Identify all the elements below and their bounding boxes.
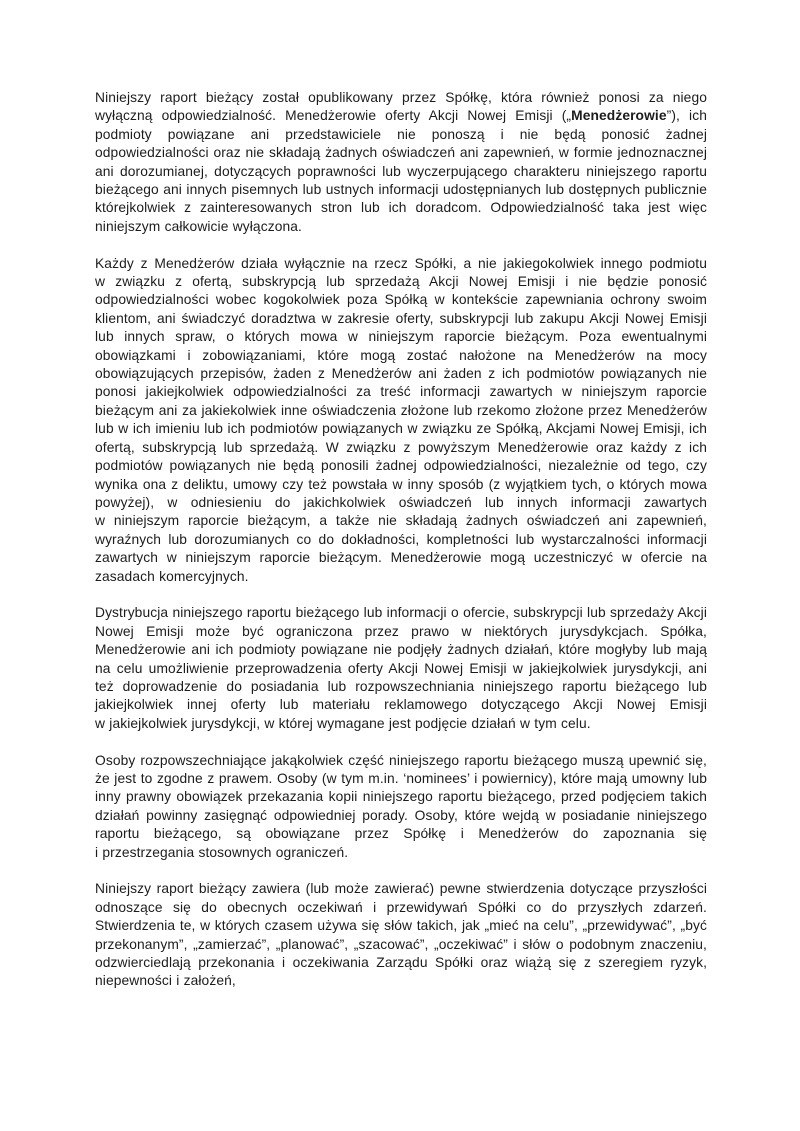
paragraph-persons-distributing: Osoby rozpowszechniające jakąkolwiek część niniejszego raportu bieżącego muszą upewnić się, że jest to zgodne z prawem. Osoby (w tym m.in. ‘nominees’ i powiernicy), które mają umowny lub inny prawny obowiązek przekazania kopii niniejszego raportu bieżącego, przed podjęciem takich działań powinny zasięgnąć odpowiedniej porady. Osoby, które wejdą w posiadanie niniejszego raportu bieżącego, są obowiązane przez Spółkę i Menedżerów do zapoznania się i przestrzegania stosownych ograniczeń.: [95, 752, 707, 860]
defined-term-menedzerowie: Menedżerowie: [571, 108, 667, 124]
paragraph-distribution-restrictions: Dystrybucja niniejszego raportu bieżącego lub informacji o ofercie, subskrypcji lub sprzedaży Akcji Nowej Emisji może być ograniczona przez prawo w niektórych jurysdykcjach. Spółka, Menedżerowie ani ich podmioty powiązane nie podjęły żadnych działań, które mogłyby lub mają na celu umożliwienie przeprowadzenia oferty Akcji Nowej Emisji w jakiejkolwiek jurysdykcji, ani też doprowadzenie do posiadania lub rozpowszechniania niniejszego raportu bieżącego lub jakiejkolwiek innej oferty lub materiału reklamowego dotyczącego Akcji Nowej Emisji w jakiejkolwiek jurysdykcji, w której wymagane jest podjęcie działań w tym celu.: [95, 605, 707, 731]
paragraph-1-text-before-bold: Niniejszy raport bieżący został opublikowany przez Spółkę, która również ponosi za niego wyłączną odpowiedzialność. Menedżerowie oferty Akcji Nowej Emisji („: [95, 90, 707, 124]
paragraph-forward-looking-statements: Niniejszy raport bieżący zawiera (lub może zawierać) pewne stwierdzenia dotyczące przyszłości odnoszące się do obecnych oczekiwań i przewidywań Spółki co do przyszłych zdarzeń. Stwierdzenia te, w których czasem używa się słów takich, jak „mieć na celu”, „przewidywać”, „być przekonanym”, „zamierzać”, „planować”, „szacować”, „oczekiwać” i słów o podobnym znaczeniu, odzwierciedlają przekonania i oczekiwania Zarządu Spółki oraz wiążą się z szeregiem ryzyk, niepewności i założeń,: [95, 881, 707, 989]
paragraph-1-text-after-bold: ”), ich podmioty powiązane ani przedstawiciele nie ponoszą i nie będą ponosić żadnej odpowiedzialności oraz nie składają żadnych oświadczeń ani zapewnień, w formie jednoznacznej ani dorozumianej, dotyczących poprawności lub wyczerpującego charakteru niniejszego raportu bieżącego ani innych pisemnych lub ustnych informacji udostępnianych lub dostępnych publicznie którejkolwiek z zainteresowanych stron lub ich doradcom. Odpowiedzialność taka jest więc niniejszym całkowicie wyłączona.: [95, 108, 707, 234]
paragraph-managers-liability: Każdy z Menedżerów działa wyłącznie na rzecz Spółki, a nie jakiegokolwiek innego podmiotu w związku z ofertą, subskrypcją lub sprzedażą Akcji Nowej Emisji i nie będzie ponosić odpowiedzialności wobec kogokolwiek poza Spółką w kontekście zapewniania ochrony swoim klientom, ani świadczyć doradztwa w zakresie oferty, subskrypcji lub zakupu Akcji Nowej Emisji lub innych spraw, o których mowa w niniejszym raporcie bieżącym. Poza ewentualnymi obowiązkami i zobowiązaniami, które mogą zostać nałożone na Menedżerów na mocy obowiązujących przepisów, żaden z Menedżerów ani żaden z ich podmiotów powiązanych nie ponosi jakiejkolwiek odpowiedzialności za treść informacji zawartych w niniejszym raporcie bieżącym ani za jakiekolwiek inne oświadczenia złożone lub rzekomo złożone przez Menedżerów lub w ich imieniu lub ich podmiotów powiązanych w związku ze Spółką, Akcjami Nowej Emisji, ich ofertą, subskrypcją lub sprzedażą. W związku z powyższym Menedżerowie oraz każdy z ich podmiotów powiązanych nie będą ponosili żadnej odpowiedzialności, niezależnie od tego, czy wynika ona z deliktu, umowy czy też powstała w inny sposób (z wyjątkiem tych, o których mowa powyżej), w odniesieniu do jakichkolwiek oświadczeń lub innych informacji zawartych w niniejszym raporcie bieżącym, a także nie składają żadnych oświadczeń ani zapewnień, wyraźnych lub dorozumianych co do dokładności, kompletności lub wystarczalności informacji zawartych w niniejszym raporcie bieżącym. Menedżerowie mogą uczestniczyć w ofercie na zasadach komercyjnych.: [95, 255, 707, 584]
paragraph-disclaimer-responsibility: [95, 89, 707, 236]
